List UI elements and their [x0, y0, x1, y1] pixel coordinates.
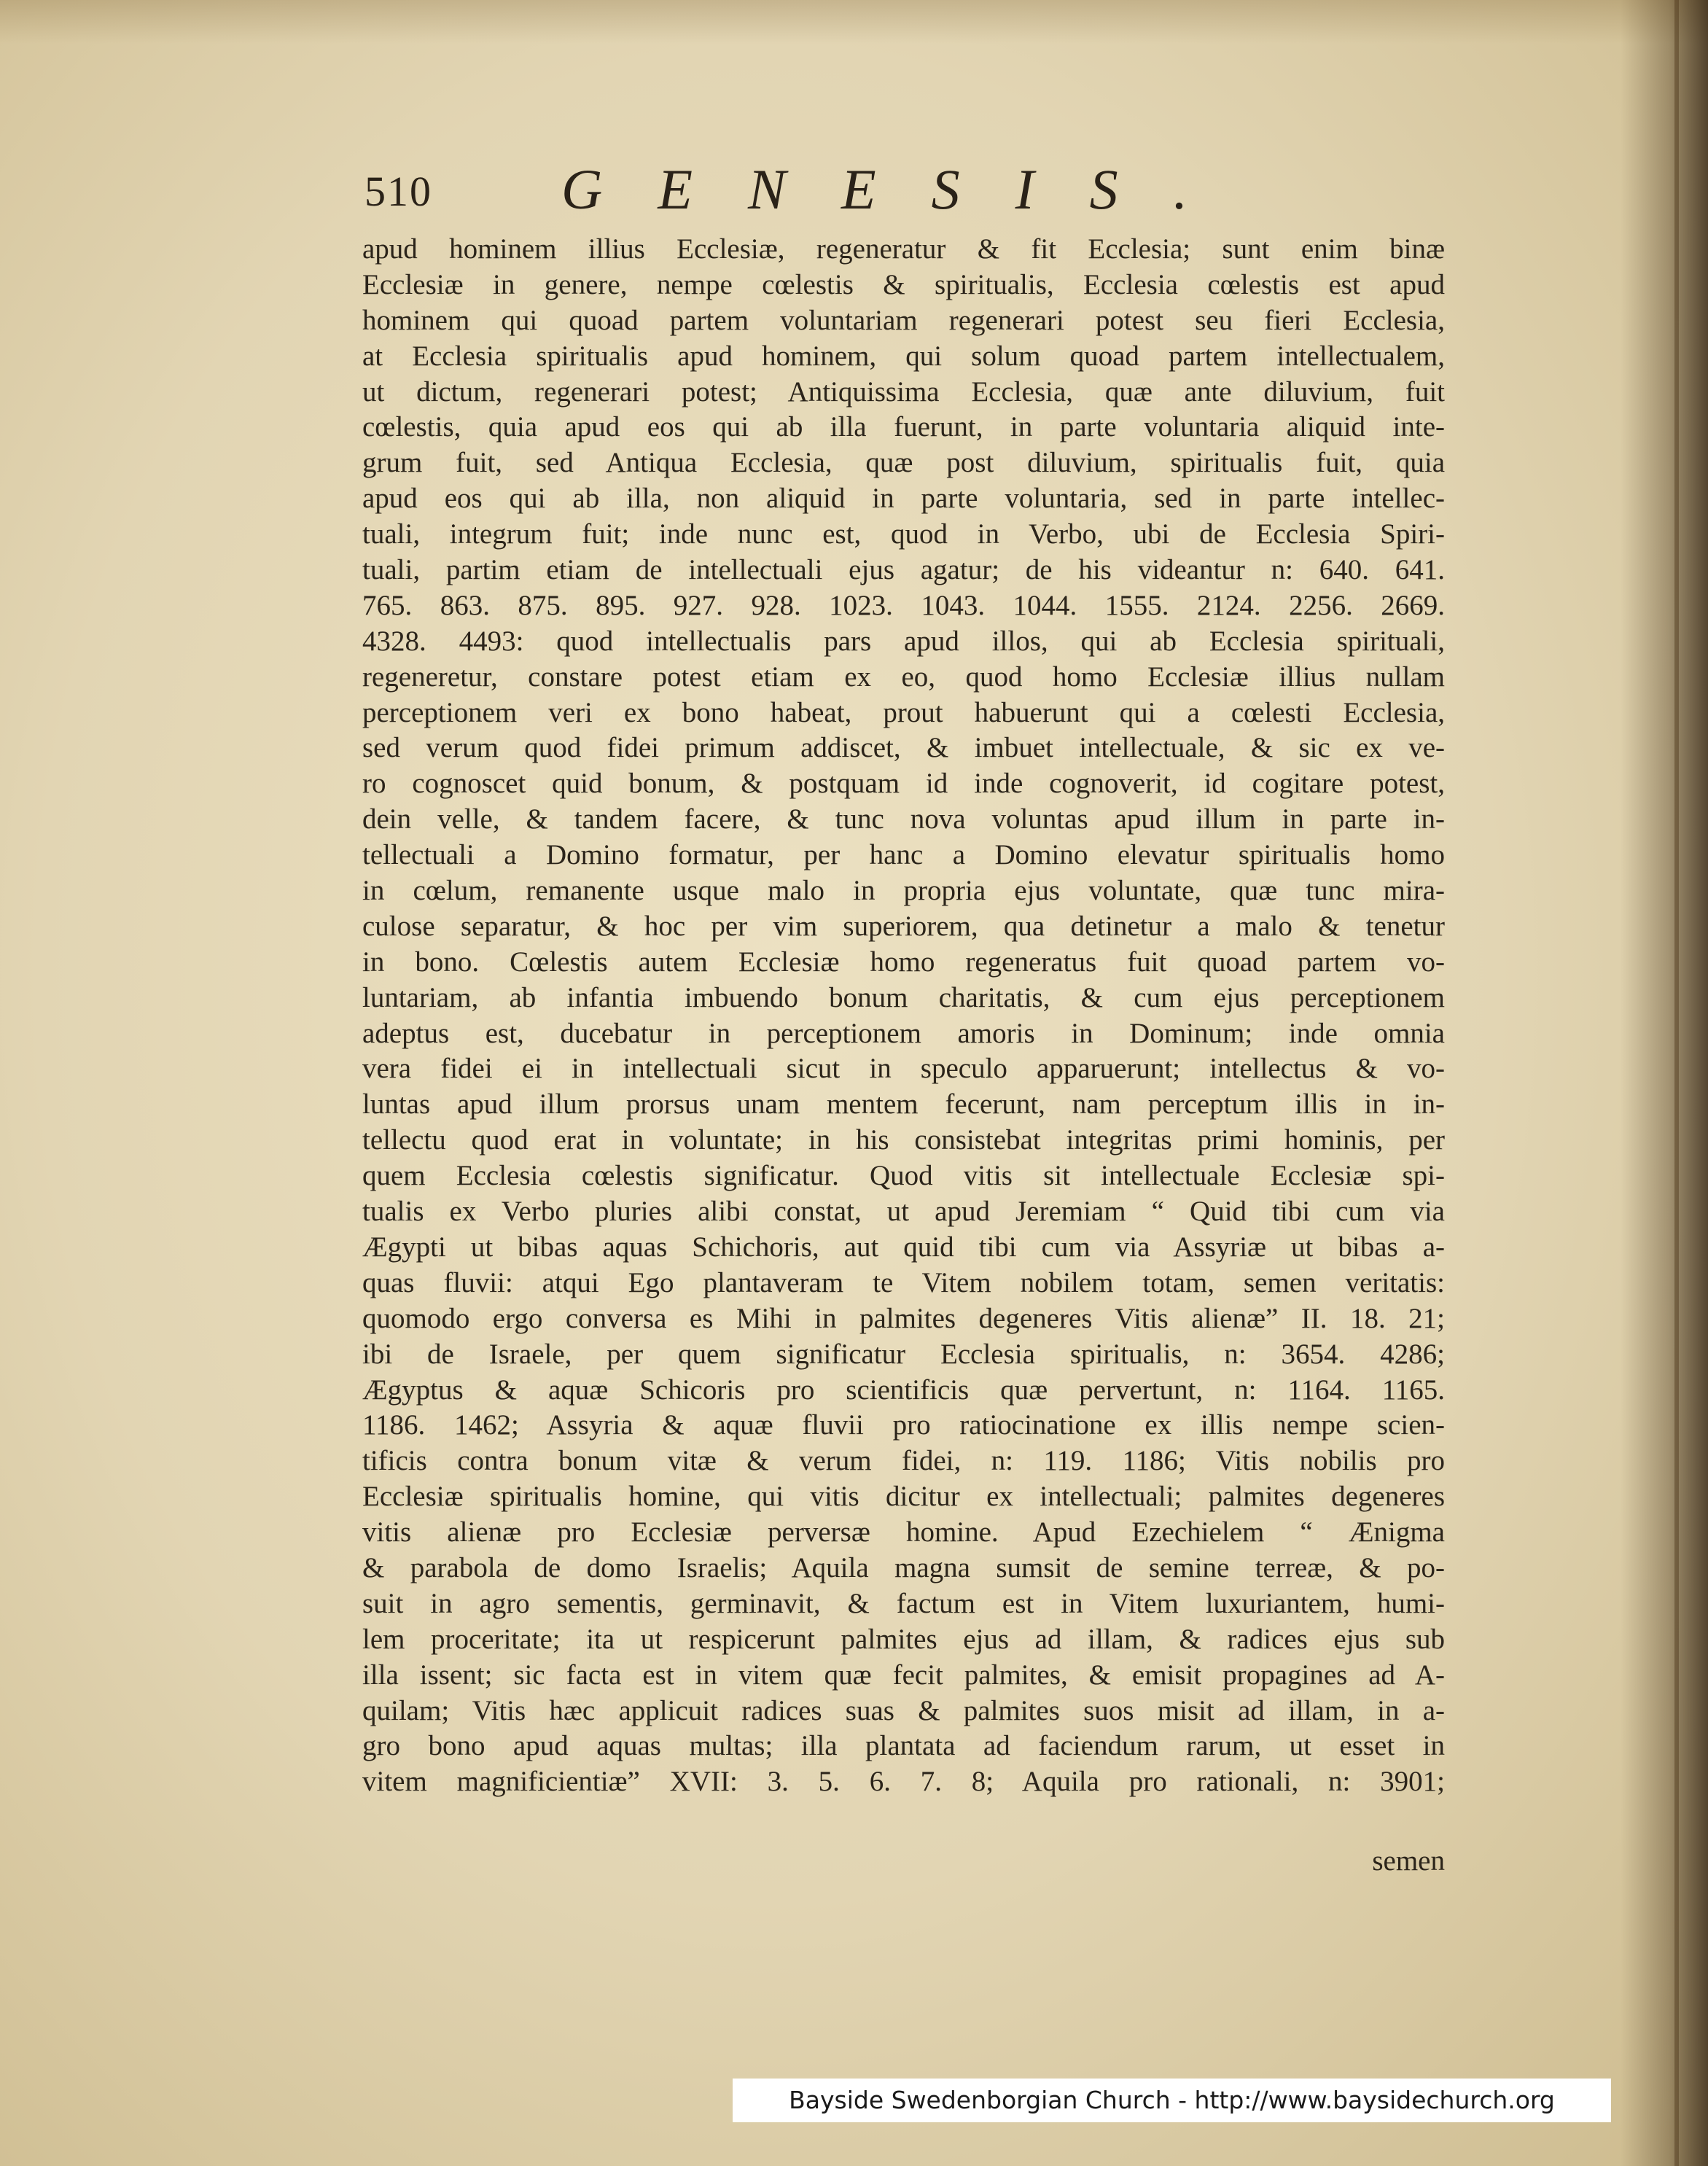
text-line: Ecclesiæ in genere, nempe cœlestis & spiritualis, Ecclesia cœlestis est apud: [362, 268, 1445, 300]
text-line: luntas apud illum prorsus unam mentem fecerunt, nam perceptum illis in in-: [362, 1088, 1445, 1121]
text-line: tuali, partim etiam de intellectuali ejus agatur; de his videantur n: 640. 641.: [362, 554, 1445, 586]
text-line: tualis ex Verbo pluries alibi constat, ut apud Jeremiam “ Quid tibi cum via: [362, 1196, 1445, 1228]
text-line: [362, 1800, 1445, 1836]
text-line: culose separatur, & hoc per vim superiorem, qua detinetur a malo & tenetur: [362, 910, 1445, 942]
text-line: quilam; Vitis hæc applicuit radices suas & palmites suos misit ad illam, in a-: [362, 1694, 1445, 1726]
page-number: 510: [364, 168, 432, 215]
text-line: dein velle, & tandem facere, & tunc nova voluntas apud illum in parte in-: [362, 803, 1445, 835]
text-line: 1186. 1462; Assyria & aquæ fluvii pro ratiocinatione ex illis nempe scien-: [362, 1409, 1445, 1441]
text-line: suit in agro sementis, germinavit, & factum est in Vitem luxuriantem, humi-: [362, 1587, 1445, 1619]
catchword: semen: [1372, 1845, 1445, 1877]
text-line: 765. 863. 875. 895. 927. 928. 1023. 1043. 1044. 1555. 2124. 2256. 2669.: [362, 589, 1445, 621]
catchword-row: [362, 1844, 1445, 1881]
text-line: hominem qui quoad partem voluntariam regenerari potest seu fieri Ecclesia,: [362, 304, 1445, 336]
text-line: in cœlum, remanente usque malo in propria ejus voluntate, quæ tunc mira-: [362, 875, 1445, 907]
text-line: & parabola de domo Israelis; Aquila magna sumsit de semine terreæ, & po-: [362, 1551, 1445, 1583]
text-line: ro cognoscet quid bonum, & postquam id inde cognoverit, id cogitare potest,: [362, 768, 1445, 800]
text-line: grum fuit, sed Antiqua Ecclesia, quæ post diluvium, spiritualis fuit, quia: [362, 447, 1445, 479]
running-title: GENESIS.: [561, 157, 1244, 221]
text-line: lem proceritate; ita ut respicerunt palmites ejus ad illam, & radices ejus sub: [362, 1623, 1445, 1655]
text-line: regeneretur, constare potest etiam ex eo, quod homo Ecclesiæ illius nullam: [362, 661, 1445, 693]
text-line: quem Ecclesia cœlestis significatur. Quod vitis sit intellectuale Ecclesiæ spi-: [362, 1160, 1445, 1192]
text-line: ibi de Israele, per quem significatur Ecclesia spiritualis, n: 3654. 4286;: [362, 1338, 1445, 1370]
text-line: tuali, integrum fuit; inde nunc est, quod in Verbo, ubi de Ecclesia Spiri-: [362, 518, 1445, 550]
text-line: apud eos qui ab illa, non aliquid in parte voluntaria, sed in parte intellec-: [362, 483, 1445, 515]
text-line: gro bono apud aquas multas; illa plantata ad faciendum rarum, ut esset in: [362, 1730, 1445, 1762]
text-line: vitem magnificientiæ” XVII: 3. 5. 6. 7. 8; Aquila pro rationali, n: 3901;: [362, 1766, 1445, 1798]
text-line: vera fidei ei in intellectuali sicut in speculo apparuerunt; intellectus & vo-: [362, 1053, 1445, 1085]
text-line: adeptus est, ducebatur in perceptionem amoris in Dominum; inde omnia: [362, 1017, 1445, 1049]
text-line: perceptionem veri ex bono habeat, prout habuerunt qui a cœlesti Ecclesia,: [362, 696, 1445, 728]
text-line: luntariam, ab infantia imbuendo bonum charitatis, & cum ejus perceptionem: [362, 981, 1445, 1013]
text-line: Ægypti ut bibas aquas Schichoris, aut quid tibi cum via Assyriæ ut bibas a-: [362, 1231, 1445, 1263]
text-line: in bono. Cœlestis autem Ecclesiæ homo regeneratus fuit quoad partem vo-: [362, 946, 1445, 978]
text-line: Ecclesiæ spiritualis homine, qui vitis dicitur ex intellectuali; palmites degeneres: [362, 1481, 1445, 1513]
text-line: tellectuali a Domino formatur, per hanc a Domino elevatur spiritualis homo: [362, 839, 1445, 871]
footer-credit-link[interactable]: Bayside Swedenborgian Church - http://www.baysidechurch.org: [789, 2086, 1555, 2114]
text-line: apud hominem illius Ecclesiæ, regeneratur & fit Ecclesia; sunt enim binæ: [362, 233, 1445, 265]
text-line: at Ecclesia spiritualis apud hominem, qui solum quoad partem intellectualem,: [362, 340, 1445, 372]
text-line: illa issent; sic facta est in vitem quæ fecit palmites, & emisit propagines ad A-: [362, 1659, 1445, 1691]
text-line: 4328. 4493: quod intellectualis pars apud illos, qui ab Ecclesia spirituali,: [362, 625, 1445, 657]
text-line: ut dictum, regenerari potest; Antiquissima Ecclesia, quæ ante diluvium, fuit: [362, 375, 1445, 408]
page-top-shadow: [0, 0, 1708, 44]
footer-bar: [733, 2079, 1611, 2122]
body-text: [362, 232, 1445, 1887]
text-line: tellectu quod erat in voluntate; in his consistebat integritas primi hominis, per: [362, 1124, 1445, 1156]
text-line: quomodo ergo conversa es Mihi in palmites degeneres Vitis alienæ” II. 18. 21;: [362, 1302, 1445, 1334]
text-line: Ægyptus & aquæ Schicoris pro scientificis quæ pervertunt, n: 1164. 1165.: [362, 1374, 1445, 1406]
text-line: cœlestis, quia apud eos qui ab illa fuerunt, in parte voluntaria aliquid inte-: [362, 411, 1445, 443]
text-line: sed verum quod fidei primum addiscet, & imbuet intellectuale, & sic ex ve-: [362, 732, 1445, 764]
text-line: quas fluvii: atqui Ego plantaveram te Vitem nobilem totam, semen veritatis:: [362, 1266, 1445, 1298]
text-line: tificis contra bonum vitæ & verum fidei, n: 119. 1186; Vitis nobilis pro: [362, 1445, 1445, 1477]
page-header: [364, 157, 1261, 222]
binding-shadow: [1621, 0, 1708, 2166]
text-line: vitis alienæ pro Ecclesiæ perversæ homine. Apud Ezechielem “ Ænigma: [362, 1516, 1445, 1548]
